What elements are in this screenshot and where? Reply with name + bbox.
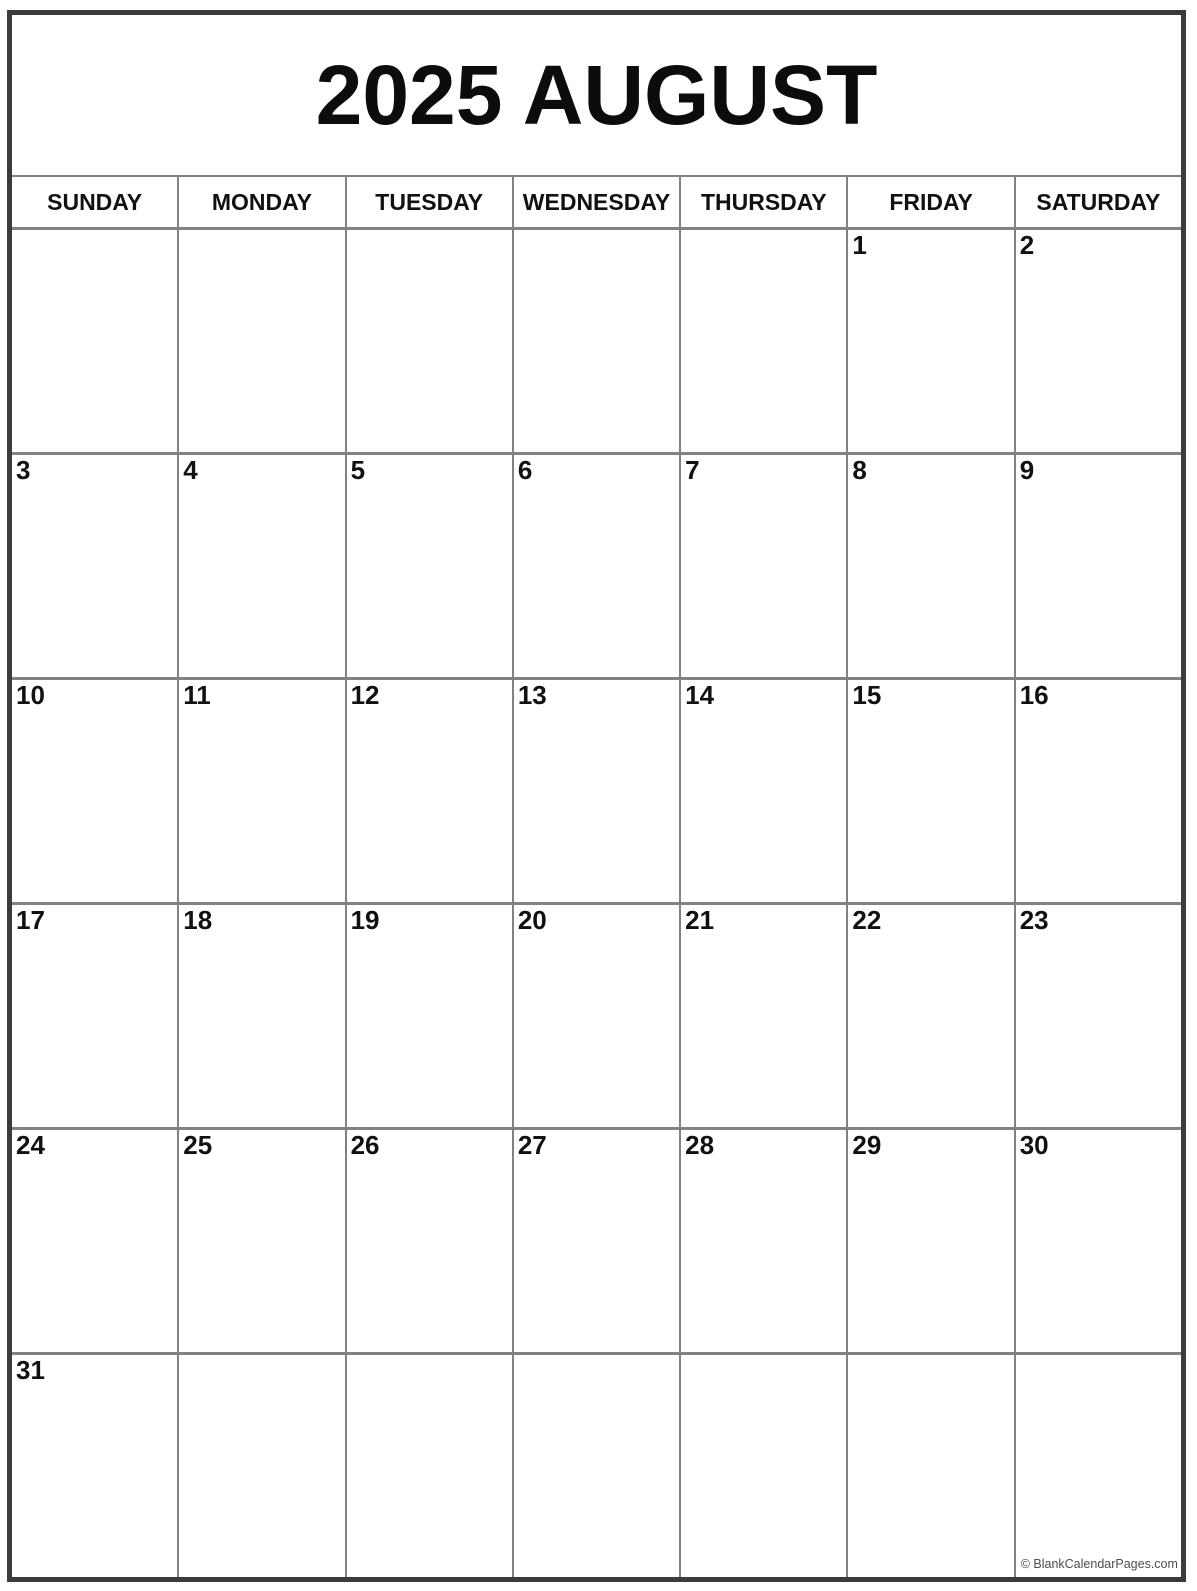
- day-cell: [681, 1130, 846, 1352]
- day-cell: [681, 230, 846, 452]
- day-cell: [179, 1355, 344, 1577]
- day-number: 16: [1019, 680, 1049, 710]
- day-number: 12: [350, 680, 380, 710]
- copyright-text: © BlankCalendarPages.com: [1020, 1557, 1178, 1572]
- day-number: 13: [517, 680, 547, 710]
- day-number: 7: [685, 455, 700, 485]
- day-cell: [1016, 455, 1181, 677]
- day-cell: [1016, 1130, 1181, 1352]
- day-number: 29: [852, 1130, 882, 1160]
- day-cell: [514, 905, 679, 1127]
- day-number: 19: [350, 905, 380, 935]
- day-number: 18: [183, 905, 213, 935]
- day-number: 1: [852, 230, 867, 260]
- day-number: 5: [350, 455, 366, 485]
- day-number: 6: [517, 455, 533, 485]
- day-cell: [12, 680, 177, 902]
- day-cell: [514, 455, 679, 677]
- calendar-frame: [7, 10, 1186, 1582]
- day-cell: [12, 1355, 177, 1577]
- day-cell: [179, 680, 344, 902]
- day-number: 30: [1019, 1130, 1049, 1160]
- weekday-header-friday: FRIDAY: [848, 177, 1013, 227]
- day-cell: [179, 455, 344, 677]
- day-number: 26: [350, 1130, 380, 1160]
- day-cell: [179, 905, 344, 1127]
- day-cell: [347, 680, 512, 902]
- day-cell: [1016, 230, 1181, 452]
- day-number: 10: [16, 680, 45, 710]
- weekday-header-monday: MONDAY: [179, 177, 344, 227]
- day-cell: [1016, 1355, 1181, 1577]
- day-number: 31: [16, 1355, 45, 1385]
- day-number: 25: [183, 1130, 213, 1160]
- day-number: 9: [1019, 455, 1035, 485]
- day-number: 15: [852, 680, 882, 710]
- day-cell: [514, 230, 679, 452]
- day-cell: [681, 680, 846, 902]
- day-cell: [347, 905, 512, 1127]
- day-cell: [347, 1355, 512, 1577]
- day-number: 17: [16, 905, 45, 935]
- day-cell: [347, 455, 512, 677]
- day-cell: [12, 905, 177, 1127]
- day-cell: [848, 1355, 1013, 1577]
- day-cell: [848, 905, 1013, 1127]
- weekday-header-thursday: THURSDAY: [681, 177, 846, 227]
- day-cell: [681, 905, 846, 1127]
- day-cell: [681, 455, 846, 677]
- day-number: 8: [852, 455, 867, 485]
- day-number: 3: [16, 455, 31, 485]
- weekday-header-sunday: SUNDAY: [12, 177, 177, 227]
- day-number: 22: [852, 905, 882, 935]
- calendar-title: 2025 AUGUST: [315, 47, 878, 142]
- day-number: 2: [1019, 230, 1035, 260]
- day-cell: [1016, 680, 1181, 902]
- day-cell: [12, 1130, 177, 1352]
- day-number: 11: [183, 680, 211, 710]
- day-cell: [179, 1130, 344, 1352]
- calendar-grid: [12, 175, 1181, 1577]
- day-cell: [848, 455, 1013, 677]
- day-cell: [12, 455, 177, 677]
- day-cell: [848, 1130, 1013, 1352]
- day-cell: [347, 1130, 512, 1352]
- day-number: 21: [685, 905, 715, 935]
- day-number: 24: [16, 1130, 45, 1160]
- weekday-header-saturday: SATURDAY: [1016, 177, 1181, 227]
- day-cell: [514, 1130, 679, 1352]
- day-cell: [514, 1355, 679, 1577]
- day-number: 14: [685, 680, 715, 710]
- day-number: 28: [685, 1130, 715, 1160]
- weekday-header-tuesday: TUESDAY: [347, 177, 512, 227]
- day-cell: [347, 230, 512, 452]
- day-number: 27: [517, 1130, 547, 1160]
- weekday-header-wednesday: WEDNESDAY: [514, 177, 679, 227]
- day-number: 4: [183, 455, 198, 485]
- day-number: 20: [517, 905, 547, 935]
- day-cell: [12, 230, 177, 452]
- day-cell: [179, 230, 344, 452]
- day-cell: [514, 680, 679, 902]
- title-area: [12, 15, 1181, 175]
- day-number: 23: [1019, 905, 1049, 935]
- day-cell: [848, 230, 1013, 452]
- day-cell: [848, 680, 1013, 902]
- day-cell: [1016, 905, 1181, 1127]
- day-cell: [681, 1355, 846, 1577]
